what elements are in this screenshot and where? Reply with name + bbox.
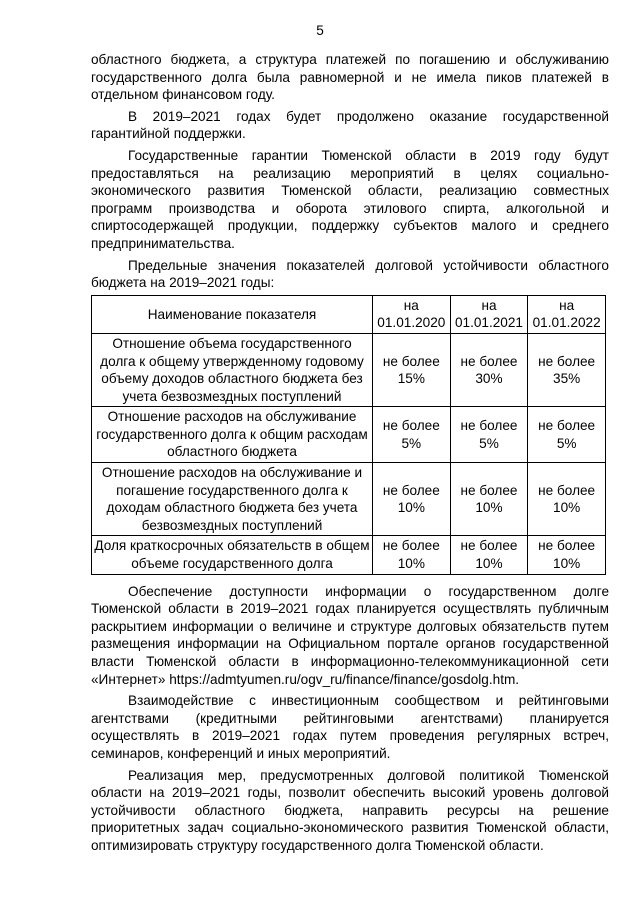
indicator-value: не более 35% [528, 333, 606, 406]
header-indicator-name: Наименование показателя [92, 295, 373, 333]
indicator-value: не более 30% [450, 333, 528, 406]
indicator-value: не более 10% [528, 463, 606, 536]
indicator-name: Отношение расходов на обслуживание и погашение государственного долга к доходам областного бюджета без учета безвозмездных поступлений [92, 463, 373, 536]
page-number: 5 [316, 23, 324, 38]
table-row [92, 463, 606, 536]
paragraph-continuation: областного бюджета, а структура платежей по погашению и обслуживанию государственного долга была равномерной и не имела пиков платежей в отдельном финансовом году. [91, 52, 609, 103]
indicator-value: не более 5% [373, 407, 451, 463]
indicator-value: не более 5% [450, 407, 528, 463]
indicator-value: не более 10% [373, 463, 451, 536]
indicator-value: не более 10% [373, 536, 451, 574]
indicator-name: Отношение расходов на обслуживание государственного долга к общим расходам областного бюджета [92, 407, 373, 463]
paragraph-state-guarantees: Государственные гарантии Тюменской области в 2019 году будут предоставляться на реализацию мероприятий в целях социально-экономического развития Тюменской области, реализацию совместных программ производства и оборота этилового спирта, алкогольной и спиртосодержащей продукции, поддержку субъектов малого и среднего предпринимательства. [91, 147, 609, 251]
paragraph-conclusion: Реализация мер, предусмотренных долговой политикой Тюменской области на 2019–2021 годы, позволит обеспечить высокий уровень долговой устойчивости областного бюджета, направить ресурсы на решение приоритетных задач социально-экономического развития Тюменской области, оптимизировать структуру государственного долга Тюменской области. [91, 767, 609, 853]
header-2022: на 01.01.2022 [528, 295, 606, 333]
paragraph-investor-relations: Взаимодействие с инвестиционным сообществом и рейтинговыми агентствами (кредитными рейтинговыми агентствами) планируется осуществлять в 2019–2021 годах путем проведения регулярных встреч, семинаров, конференций и иных мероприятий. [91, 693, 609, 761]
indicator-value: не более 5% [528, 407, 606, 463]
table-row [92, 407, 606, 463]
indicator-value: не более 15% [373, 333, 451, 406]
table-row [92, 536, 606, 574]
table-header-row [92, 295, 606, 333]
paragraph-information-access: Обеспечение доступности информации о государственном долге Тюменской области в 2019–2021 годах планируется осуществлять публичным раскрытием информации о величине и структуре долговых обязательств путем размещения информации на Официальном портале органов государственной власти Тюменской области в информационно-телекоммуникационной сети «Интернет» https://admtyumen.ru/ogv_ru/finance/finance/gosdolg.htm. [91, 583, 609, 687]
table-row [92, 333, 606, 406]
indicator-value: не более 10% [450, 536, 528, 574]
debt-indicators-table [91, 295, 606, 575]
indicator-value: не более 10% [450, 463, 528, 536]
indicator-name: Доля краткосрочных обязательств в общем объеме государственного долга [92, 536, 373, 574]
indicator-name: Отношение объема государственного долга к общему утвержденному годовому объему доходов областного бюджета без учета безвозмездных поступлений [92, 333, 373, 406]
header-2021: на 01.01.2021 [450, 295, 528, 333]
header-2020: на 01.01.2020 [373, 295, 451, 333]
indicator-value: не более 10% [528, 536, 606, 574]
paragraph-table-intro: Предельные значения показателей долговой устойчивости областного бюджета на 2019–2021 годы: [91, 257, 609, 291]
document-body [91, 51, 609, 855]
paragraph-guarantee-support: В 2019–2021 годах будет продолжено оказание государственной гарантийной поддержки. [91, 108, 609, 142]
